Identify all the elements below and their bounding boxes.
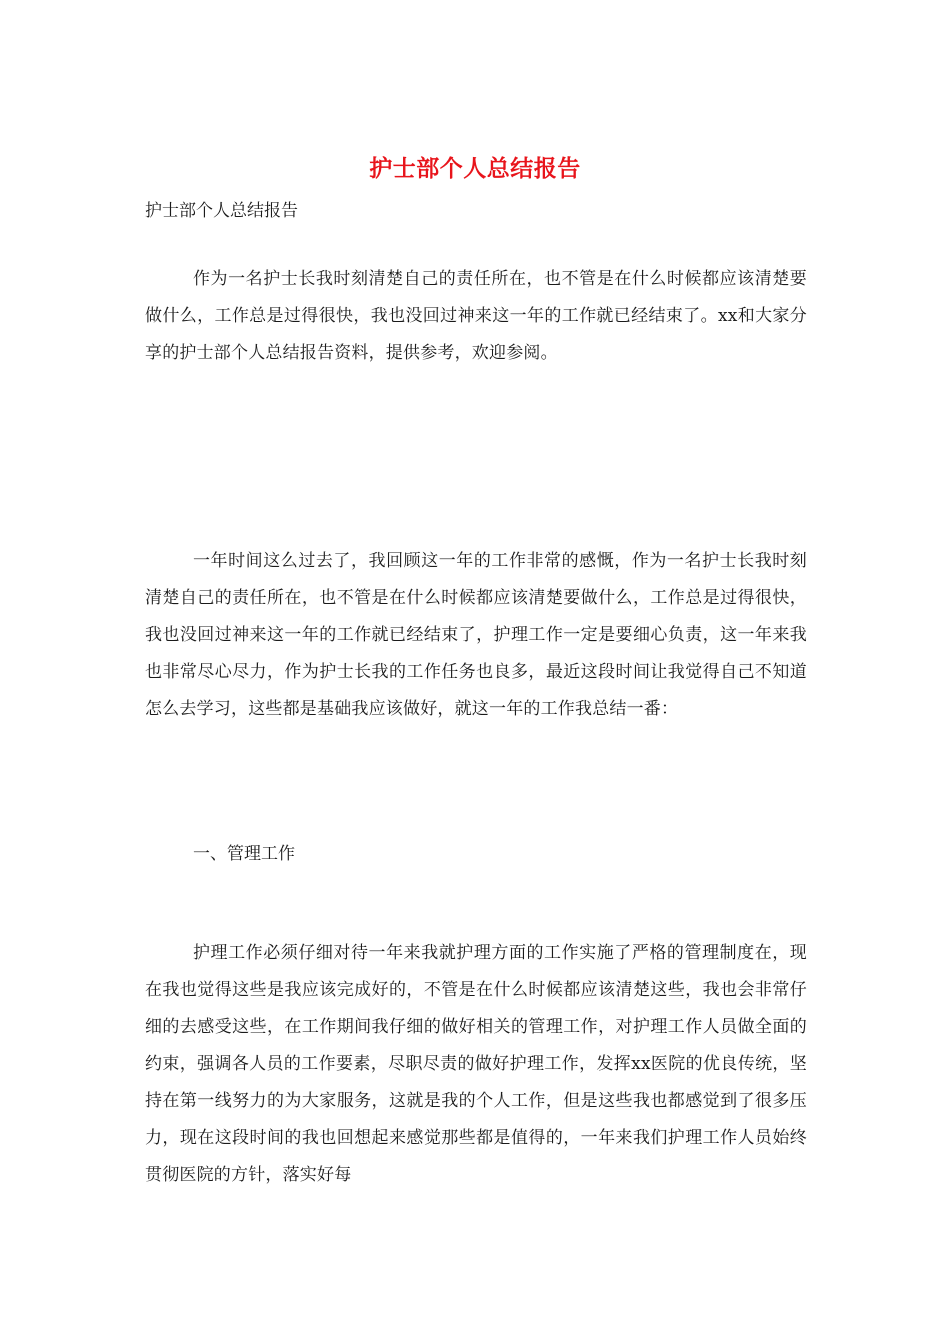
intro-paragraph: 作为一名护士长我时刻清楚自己的责任所在，也不管是在什么时候都应该清楚要做什么，工作总是过得很快，我也没回过神来这一年的工作就已经结束了。xx和大家分享的护士部个人总结报告资料，提供参考，欢迎参阅。 [145, 269, 807, 363]
review-paragraph: 一年时间这么过去了，我回顾这一年的工作非常的感慨，作为一名护士长我时刻清楚自己的责任所在，也不管是在什么时候都应该清楚要做什么，工作总是过得很快，我也没回过神来这一年的工作就已经结束了，护理工作一定是要细心负责，这一年来我也非常尽心尽力，作为护士长我的工作任务也良多，最近这段时间让我觉得自己不知道怎么去学习，这些都是基础我应该做好，就这一年的工作我总结一番： [145, 551, 807, 719]
management-paragraph: 护理工作必须仔细对待一年来我就护理方面的工作实施了严格的管理制度在，现在我也觉得这些是我应该完成好的，不管是在什么时候都应该清楚这些，我也会非常仔细的去感受这些，在工作期间我仔细的做好相关的管理工作，对护理工作人员做全面的约束，强调各人员的工作要素，尽职尽责的做好护理工作，发挥xx医院的优良传统，坚持在第一线努力的为大家服务，这就是我的个人工作，但是这些我也都感觉到了很多压力，现在这段时间的我也回想起来感觉那些都是值得的，一年来我们护理工作人员始终贯彻医院的方针，落实好每 [145, 943, 807, 1185]
section-heading: 一、管理工作 [193, 844, 295, 864]
document-title: 护士部个人总结报告 [369, 155, 581, 182]
document-subtitle: 护士部个人总结报告 [145, 201, 298, 221]
